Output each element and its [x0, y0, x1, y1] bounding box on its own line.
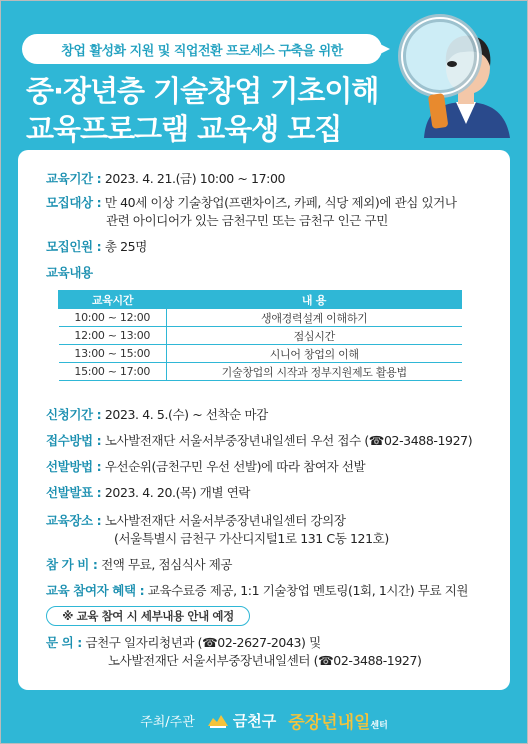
schedule-row	[59, 327, 462, 345]
title-line-1: 중·장년층 기술창업 기초이해	[26, 74, 379, 108]
schedule-header-time: 교육시간	[59, 291, 167, 309]
page-title	[26, 72, 406, 148]
recruit-target-line2: 관련 아이디어가 있는 금천구민 또는 금천구 인근 구민	[106, 213, 388, 228]
geumcheon-name: 금천구	[232, 711, 277, 730]
schedule-content: 기술창업의 시작과 정부지원제도 활용법	[167, 363, 462, 381]
contact: 문 의 : 금천구 일자리청년과 (☎02-2627-2043) 및	[46, 635, 321, 650]
apply-method: 접수방법 : 노사발전재단 서울서부중장년내일센터 우선 접수 (☎02-3488-1927)	[46, 433, 473, 448]
schedule-time: 15:00 ~ 17:00	[59, 363, 167, 381]
title-line-2: 교육프로그램 교육생 모집	[26, 112, 342, 146]
education-place-address: (서울특별시 금천구 가산디지털1로 131 C동 121호)	[114, 531, 389, 546]
schedule-row	[59, 345, 462, 363]
schedule-content: 생애경력설계 이해하기	[167, 309, 462, 327]
education-content-label: 교육내용	[46, 265, 93, 280]
schedule-time: 12:00 ~ 13:00	[59, 327, 167, 345]
schedule-header-content: 내 용	[167, 291, 462, 309]
geumcheon-emblem-icon	[207, 712, 229, 728]
magnifier-person-illustration	[394, 6, 514, 138]
selection-announcement: 선발발표 : 2023. 4. 20.(목) 개별 연락	[46, 485, 251, 500]
subtitle-banner	[22, 34, 382, 64]
participant-benefit: 교육 참여자 혜택 : 교육수료증 제공, 1:1 기술창업 멘토링(1회, 1시간) 무료 지원	[46, 583, 469, 598]
recruit-target: 모집대상 : 만 40세 이상 기술창업(프랜차이즈, 카페, 식당 제외)에 관심 있거나	[46, 195, 457, 210]
schedule-content: 시니어 창업의 이해	[167, 345, 462, 363]
participation-fee: 참 가 비 : 전액 무료, 점심식사 제공	[46, 557, 233, 572]
recruit-count: 모집인원 : 총 25명	[46, 239, 147, 254]
schedule-row	[59, 363, 462, 381]
subtitle-text: 창업 활성화 지원 및 직업전환 프로세스 구축을 위한	[61, 43, 343, 59]
host-label: 주최/주관	[140, 714, 195, 730]
geumcheon-logo	[207, 710, 276, 731]
naeil-center-logo: 중장년내일센터	[288, 712, 388, 733]
selection-method: 선발방법 : 우선순위(금천구민 우선 선발)에 따라 참여자 선발	[46, 459, 366, 474]
schedule-content: 점심시간	[167, 327, 462, 345]
schedule-header-row	[59, 291, 462, 309]
education-place: 교육장소 : 노사발전재단 서울서부중장년내일센터 강의장	[46, 513, 346, 528]
schedule-table	[58, 290, 462, 381]
schedule-time: 10:00 ~ 12:00	[59, 309, 167, 327]
info-card	[18, 150, 510, 690]
schedule-row	[59, 309, 462, 327]
schedule-time: 13:00 ~ 15:00	[59, 345, 167, 363]
notice-badge: ※ 교육 참여 시 세부내용 안내 예정	[46, 606, 250, 626]
sponsor-footer	[0, 702, 528, 738]
apply-period: 신청기간 : 2023. 4. 5.(수) ~ 선착순 마감	[46, 407, 268, 422]
contact-line2: 노사발전재단 서울서부중장년내일센터 (☎02-3488-1927)	[108, 653, 422, 668]
education-period: 교육기간 : 2023. 4. 21.(금) 10:00 ~ 17:00	[46, 171, 286, 186]
